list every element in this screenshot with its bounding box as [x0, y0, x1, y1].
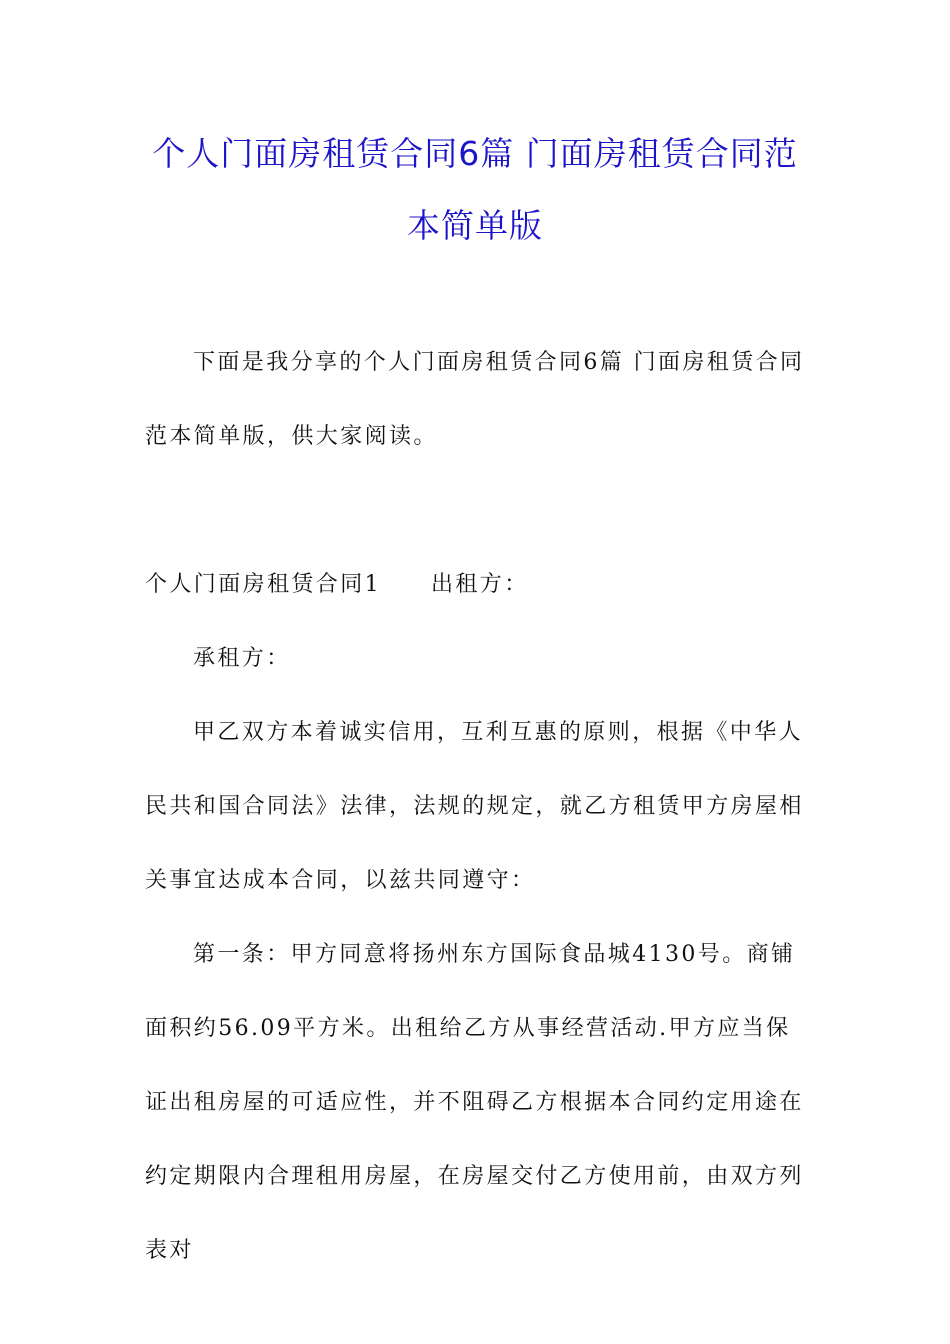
section-heading-line: [145, 548, 805, 622]
document-body: [145, 326, 805, 1288]
lessor-label: 出租方：: [431, 572, 529, 597]
paragraph-gap: [145, 474, 805, 548]
document-title: 个人门面房租赁合同6篇 门面房租赁合同范本简单版: [152, 134, 798, 245]
lessee-label: 承租方：: [193, 646, 291, 671]
contract-paragraph-1: 甲乙双方本着诚实信用，互利互惠的原则，根据《中华人民共和国合同法》法律，法规的规定，就乙方租赁甲方房屋相关事宜达成本合同，以兹共同遵守：: [145, 720, 804, 893]
section-title: 个人门面房租赁合同1: [145, 572, 381, 597]
contract-paragraph-2: 第一条：甲方同意将扬州东方国际食品城4130号。商铺面积约56.09平方米。出租给乙方从事经营活动.甲方应当保证出租房屋的可适应性，并不阻碍乙方根据本合同约定用途在约定期限内合理租用房屋，在房屋交付乙方使用前，由双方列表对: [145, 942, 804, 1263]
intro-paragraph: 下面是我分享的个人门面房租赁合同6篇 门面房租赁合同范本简单版，供大家阅读。: [145, 350, 805, 449]
